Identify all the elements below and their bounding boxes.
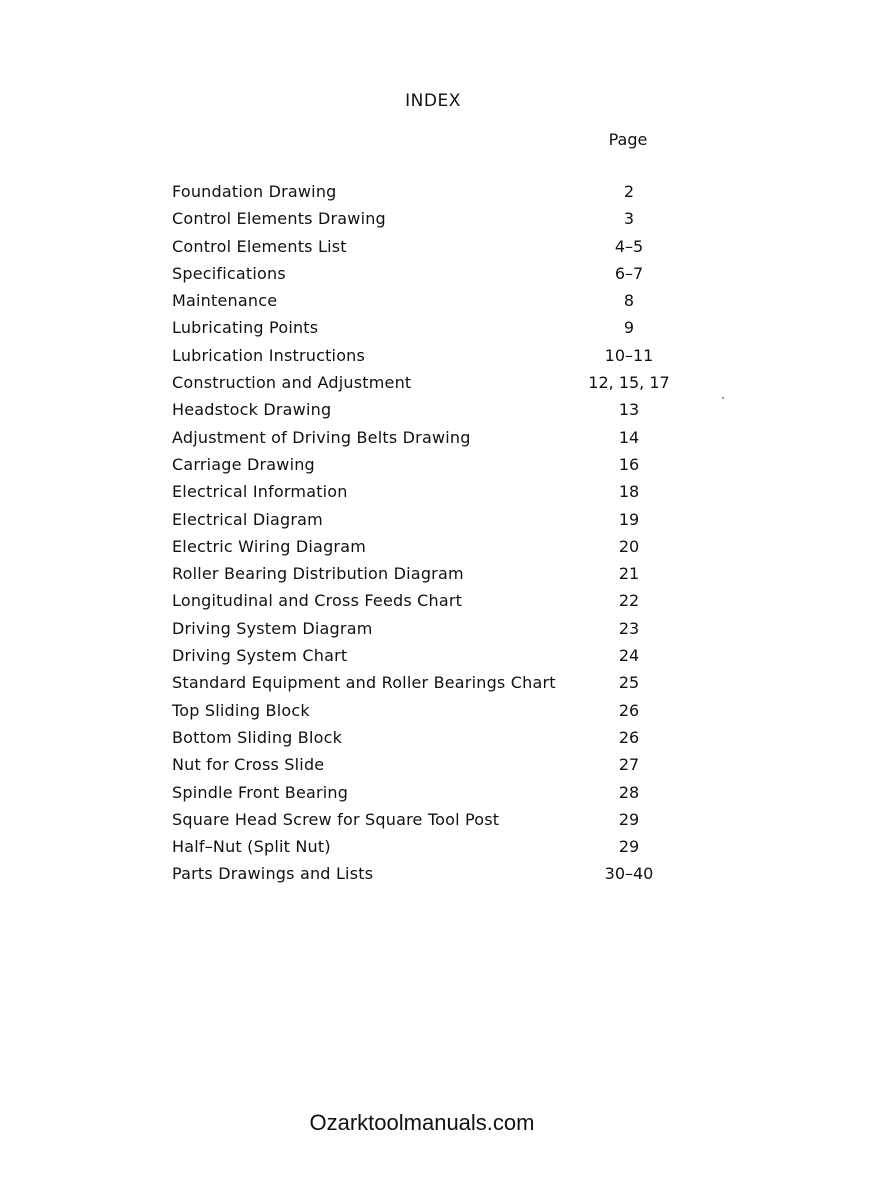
entry-label: Electric Wiring Diagram [172,536,366,556]
entry-page: 2 [623,182,635,201]
index-entry [0,182,872,209]
entry-label: Lubricating Points [172,318,319,338]
entry-label: Square Head Screw for Square Tool Post [172,809,500,829]
scan-speck [722,397,724,399]
index-title: INDEX [405,91,461,111]
index-entry [0,455,872,482]
entry-label: Headstock Drawing [172,400,332,420]
index-entry [0,373,872,400]
index-entry [0,346,872,373]
entry-page: 25 [618,673,640,693]
entry-page: 9 [623,318,635,338]
entry-page: 22 [618,591,640,611]
entry-label: Electrical Information [172,482,348,502]
entry-page: 29 [618,837,640,857]
entry-page: 23 [618,618,640,638]
entry-page: 13 [618,400,640,420]
index-entry [0,209,872,236]
entry-page: 6–7 [614,263,644,283]
entry-label: Carriage Drawing [172,454,315,474]
entry-page: 12, 15, 17 [588,373,670,393]
entry-label: Spindle Front Bearing [172,782,349,802]
entry-page: 29 [618,809,640,829]
entry-page: 20 [618,536,640,556]
index-entry [0,482,872,509]
index-entry [0,783,872,810]
entry-label: Longitudinal and Cross Feeds Chart [172,591,463,611]
entry-label: Driving System Diagram [172,618,373,638]
entry-page: 26 [618,700,640,720]
entry-label: Nut for Cross Slide [172,755,325,775]
entry-label: Control Elements List [172,236,347,256]
entry-page: 10–11 [604,345,654,365]
entry-label: Half–Nut (Split Nut) [172,837,331,857]
entry-label: Driving System Chart [172,646,348,666]
entry-label: Top Sliding Block [172,700,310,720]
entry-label: Parts Drawings and Lists [172,864,374,884]
page-column-header: Page [608,130,648,149]
index-entry [0,810,872,837]
index-entry [0,564,872,591]
entry-label: Electrical Diagram [172,509,323,529]
entry-page: 16 [618,454,640,474]
entry-label: Bottom Sliding Block [172,727,343,747]
entry-page: 30–40 [604,864,654,884]
entry-page: 24 [618,646,640,666]
entry-label: Control Elements Drawing [172,209,386,229]
index-entry [0,701,872,728]
entry-page: 14 [618,427,640,447]
entry-label: Standard Equipment and Roller Bearings Chart [172,673,556,693]
entry-label: Specifications [172,263,286,283]
footer-watermark: Ozarktoolmanuals.com [309,1110,535,1135]
index-entry [0,591,872,618]
entry-page: 18 [618,482,640,502]
entry-label: Roller Bearing Distribution Diagram [172,564,464,584]
entry-label: Adjustment of Driving Belts Drawing [172,427,471,447]
entry-page: 27 [618,755,640,775]
index-entry [0,673,872,700]
index-entry [0,864,872,891]
entry-label: Construction and Adjustment [172,373,412,393]
index-entry [0,837,872,864]
entry-label: Lubrication Instructions [172,345,366,365]
index-entry [0,400,872,427]
index-entry [0,537,872,564]
index-entry [0,728,872,755]
index-entry [0,428,872,455]
entry-page: 8 [623,291,635,311]
index-entry [0,646,872,673]
index-entry [0,318,872,345]
entry-page: 4–5 [614,236,644,256]
entry-page: 21 [618,564,640,584]
entry-page: 3 [623,209,635,229]
index-entry [0,755,872,782]
entry-label: Maintenance [172,291,278,311]
index-entry [0,264,872,291]
index-entry [0,237,872,264]
index-entry [0,510,872,537]
index-entry [0,619,872,646]
entry-page: 28 [618,782,640,802]
entry-page: 19 [618,509,640,529]
index-entries [0,182,872,892]
entry-page: 26 [618,727,640,747]
index-entry [0,291,872,318]
entry-label: Foundation Drawing [172,182,337,201]
